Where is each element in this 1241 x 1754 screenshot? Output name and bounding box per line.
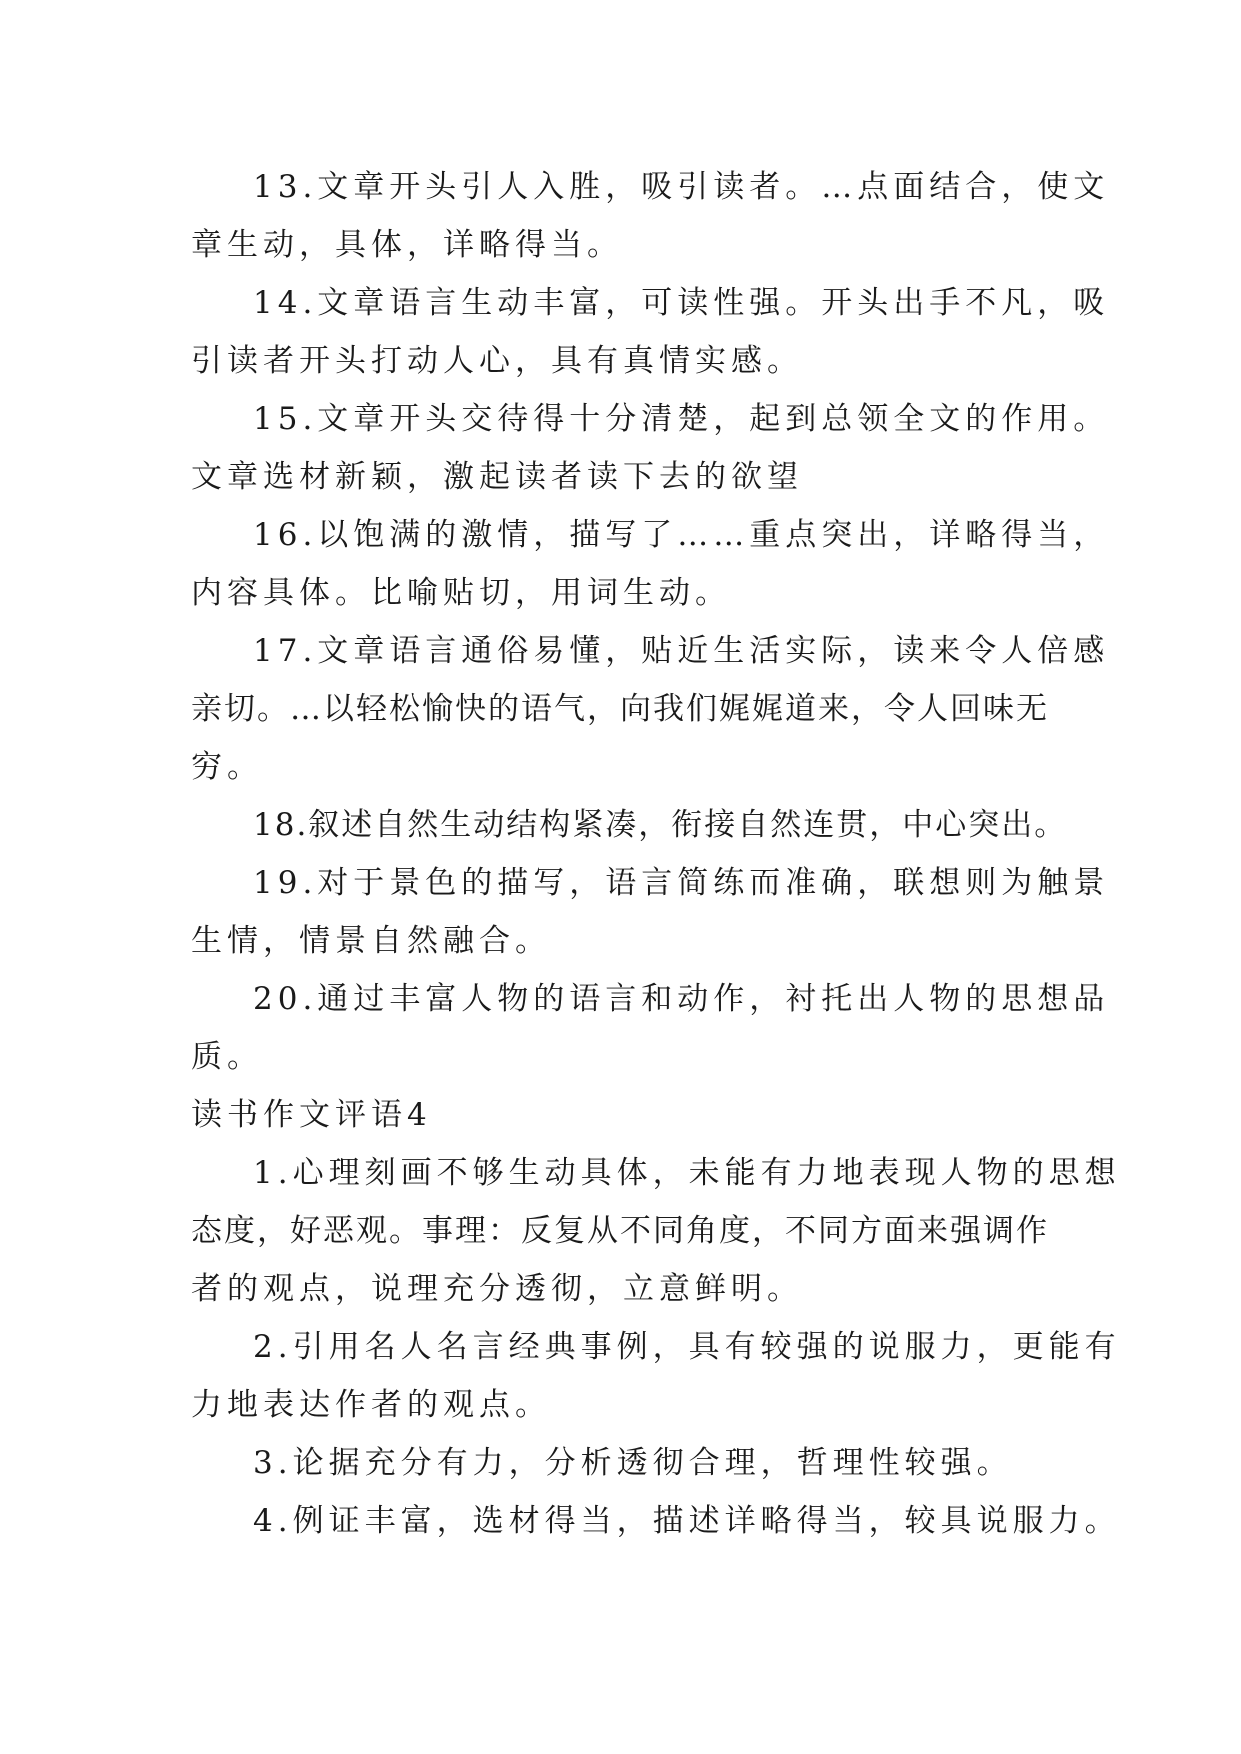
paragraph-3-line-1: 3.论据充分有力，分析透彻合理，哲理性较强。 [253, 1445, 1013, 1481]
paragraph-17-line-1: 17.文章语言通俗易懂，贴近生活实际，读来令人倍感 [253, 633, 1110, 669]
paragraph-20-line-2: 质。 [191, 1039, 263, 1075]
paragraph-1-line-1: 1.心理刻画不够生动具体，未能有力地表现人物的思想 [253, 1155, 1121, 1191]
paragraph-20-line-1: 20.通过丰富人物的语言和动作，衬托出人物的思想品 [253, 981, 1110, 1017]
paragraph-15-line-2: 文章选材新颖，激起读者读下去的欲望 [191, 459, 803, 495]
paragraph-16-line-2: 内容具体。比喻贴切，用词生动。 [191, 575, 731, 611]
paragraph-16-line-1: 16.以饱满的激情，描写了……重点突出，详略得当， [253, 517, 1110, 553]
paragraph-1-line-3: 者的观点，说理充分透彻，立意鲜明。 [191, 1271, 803, 1307]
paragraph-15-line-1: 15.文章开头交待得十分清楚，起到总领全文的作用。 [253, 401, 1110, 437]
paragraph-13-line-2: 章生动，具体，详略得当。 [191, 227, 623, 263]
paragraph-17-line-3: 穷。 [191, 749, 263, 785]
document-body [191, 158, 1121, 1550]
paragraph-14-line-2: 引读者开头打动人心，具有真情实感。 [191, 343, 803, 379]
paragraph-14-line-1: 14.文章语言生动丰富，可读性强。开头出手不凡，吸 [253, 285, 1110, 321]
paragraph-13-line-1: 13.文章开头引人入胜，吸引读者。…点面结合，使文 [253, 169, 1110, 205]
paragraph-2-line-1: 2.引用名人名言经典事例，具有较强的说服力，更能有 [253, 1329, 1121, 1365]
paragraph-4-line-1: 4.例证丰富，选材得当，描述详略得当，较具说服力。 [253, 1503, 1121, 1539]
paragraph-2-line-2: 力地表达作者的观点。 [191, 1387, 551, 1423]
section-heading: 读书作文评语4 [191, 1097, 432, 1133]
paragraph-19-line-2: 生情，情景自然融合。 [191, 923, 551, 959]
paragraph-19-line-1: 19.对于景色的描写，语言简练而准确，联想则为触景 [253, 865, 1110, 901]
paragraph-1-line-2: 态度，好恶观。事理：反复从不同角度，不同方面来强调作 [191, 1213, 1049, 1249]
paragraph-17-line-2: 亲切。…以轻松愉快的语气，向我们娓娓道来，令人回味无 [191, 691, 1049, 727]
paragraph-18-line-1: 18.叙述自然生动结构紧凑，衔接自然连贯，中心突出。 [253, 807, 1068, 843]
